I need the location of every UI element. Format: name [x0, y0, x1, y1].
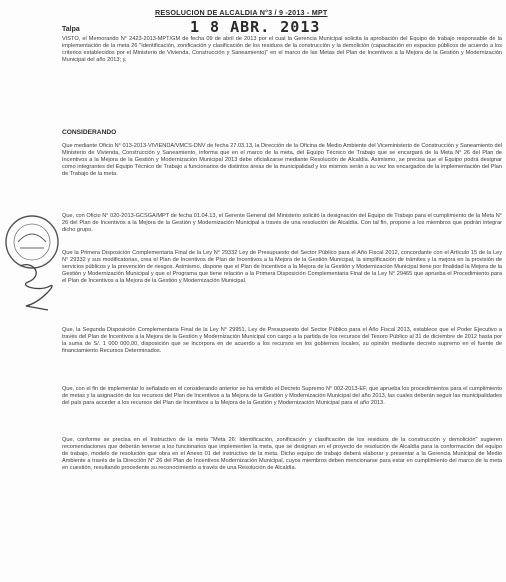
signature-mark	[14, 256, 64, 316]
paragraph-3: Que la Primera Disposición Complementaria Final de la Ley N° 29332 Ley de Presupuesto del Sector Público para el Año Fiscal 2012, concordante con el Artículo 15 de la Ley N° 29332 y sus modificatorias, crea el Plan de Incentivos de Plan de Incentivos a la Mejora de la Gestión Municipal, la simplificación de trámites y la mejora en la provisión de servicios públicos y la prevención de riesgos. Asimismo, dispone que el Plan de Incentivos a la Mejora de la Gestión y Modernización Municipal tiene por finalidad la Mejora de la Gestión y Modernización Municipal y que el Programa que tiene relación a la Primera Disposición Complementaria Final de la Ley N° 29465 que aprueba el Procedimiento para el Plan de Incentivos a la Mejora de la Gestión y Modernización Municipal.	[62, 250, 502, 285]
paragraph-2: Que, con Oficio N° 020-2013-GCSGA/MPT de fecha 01.04.13, el Gerente General del Ministerio solicitó la designación del Equipo de Trabajo para el cumplimiento de la Meta N° 26 del Plan de Incentivos a la Mejora de la Gestión y Modernización Municipal a través de una resolución de Alcaldía. Con tal fin, propone a los miembros que podrán integrar dicho grupo.	[62, 213, 502, 234]
place-label: Talpa	[62, 26, 80, 33]
considerando-heading: CONSIDERANDO	[62, 129, 117, 136]
paragraph-5: Que, con el fin de implementar lo señalado en el considerando anterior se ha emitido el Decreto Supremo N° 002-2013-EF, que aprueba los procedimientos para el cumplimiento de metas y la asignación de los recursos del Plan de Incentivos a la Mejora de la Gestión y Modernización Municipal del año 2013, las cuales deberán seguir las municipalidades del país para acceder a los recursos del Plan de Incentivos a la Mejora de la Gestión y Modernización Municipal para el año 2013.	[62, 386, 502, 407]
resolution-title: RESOLUCION DE ALCALDIA N°3 / 9 -2013 - MPT	[155, 8, 328, 17]
paragraph-4: Que, la Segunda Disposición Complementaria Final de la Ley N° 29951, Ley de Presupuesto del Sector Público para el Año Fiscal 2013, establece que el Poder Ejecutivo a través del Plan de Incentivos a la Mejora de la Gestión y Modernización Municipal con cargo a la partida de los recursos del Tesoro Público al 31 de diciembre de 2012 hasta por la suma de S/. 1 000 000,00, disposición que se incorpora en de acuerdo a los recursos en los gobiernos locales, su opinión mediante decreto supremo en el fuente de financiamiento Recursos Determinados.	[62, 327, 502, 355]
visto-paragraph: VISTO, el Memorando N° 2423-2013-MPT/GM de fecha 09 de abril de 2013 por el cual la Gerencia Municipal solicita la aprobación del Equipo de trabajo responsable de la implementación de la meta 26 "Identificación, zonificación y clasificación de los residuos de la construcción y la demolición (capacitación en espacios públicos de acuerdo a los criterios establecidos por el Ministerio de Vivienda, Construcción y Saneamiento)" en el marco de las Metas del Plan de Incentivos a la Mejora de la Gestión y Modernización Municipal del año 2013; y,	[62, 36, 502, 64]
paragraph-6: Que, conforme se precisa en el Instructivo de la meta "Meta 26: Identificación, zonificación y clasificación de los residuos de la construcción y demolición" sugieren recomendaciones que deberán tenerse a los funcionarios que implementen la meta, que se designan en el proyecto de resolución de Alcaldía para la conformación del equipo de trabajo, modelo de resolución que obra en el Anexo 01 del instructivo de la meta. Dicho equipo de trabajo deberá elaborar y presentar a la Gerencia Municipal de Medio Ambiente a través de la Dirección N° 26 del Plan de Incentivos Modernización Municipal, cuyos miembros deben mencionarse para estar en cumplimiento del marco de la meta en cuestión, resultando procedente su reconocimiento a través de una Resolución de Alcaldía.	[62, 437, 502, 472]
resolution-date: 1 8 ABR. 2013	[190, 18, 321, 36]
paragraph-1: Que mediante Oficio N° 013-2013-VIVIENDA/VMCS-DNV de fecha 27.03.13, la Dirección de la Oficina de Medio Ambiente del Viceministerio de Construcción y Saneamiento del Ministerio de Vivienda, Construcción y Saneamiento, informa que en el marco de la meta, del Equipo Técnico de Trabajo que se encargará de la Meta N° 26 del Plan de Incentivos a la Mejora de la Gestión y Modernización Municipal 2013 debe oficializarse mediante Resolución de Alcaldía. Asimismo, se precisa que el Equipo podrá designar como integrantes del Equipo Técnico de Trabajo a funcionarios de distintos áreas de la municipalidad y los mismos serán a su vez los encargados de la implementación del Plan de Trabajo de la meta.	[62, 143, 502, 178]
